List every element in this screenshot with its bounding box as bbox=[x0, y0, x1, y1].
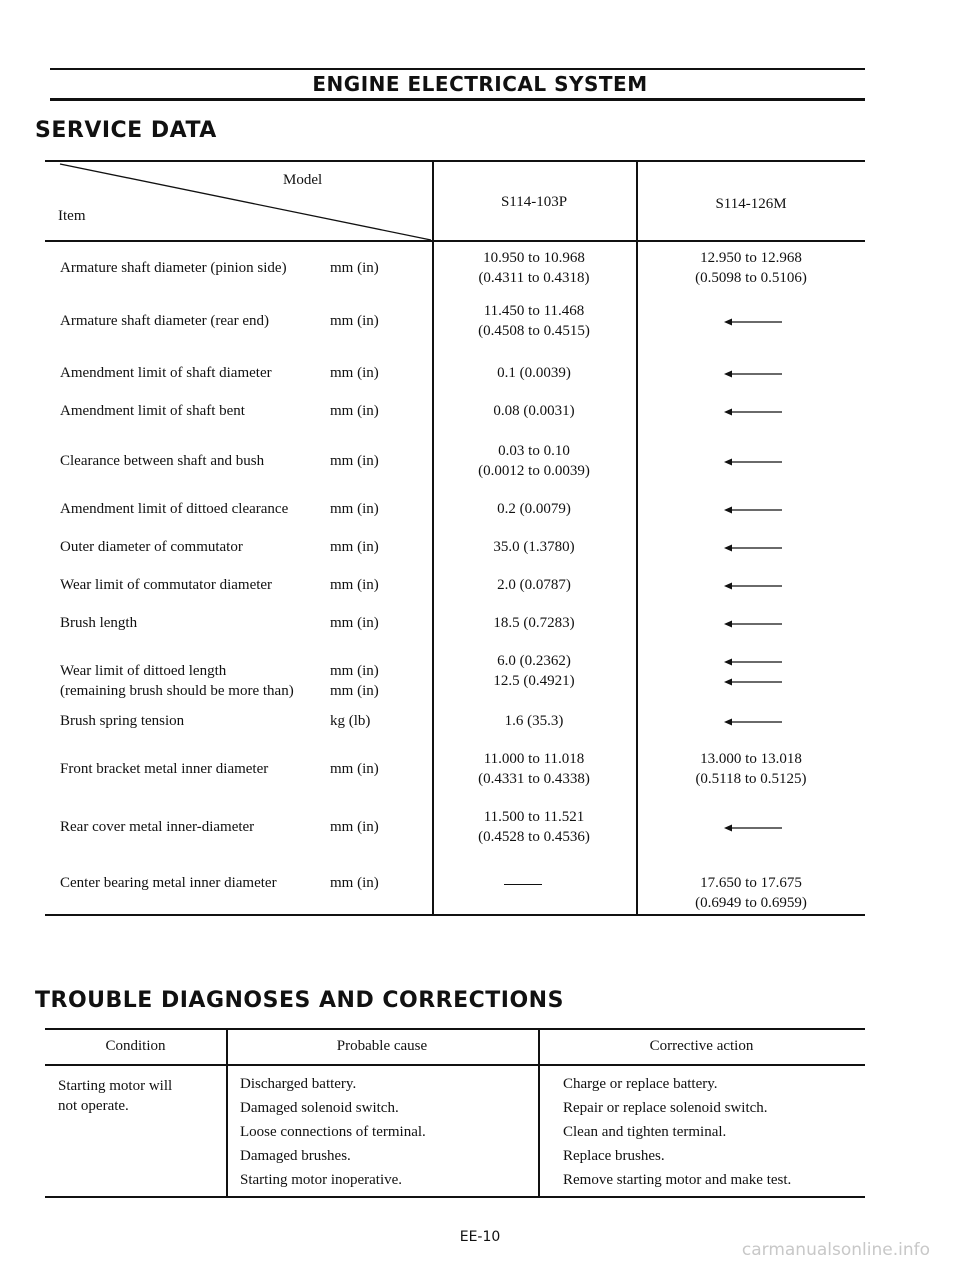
spec-item-label: Wear limit of commutator diameter bbox=[60, 577, 273, 593]
header-condition: Condition bbox=[105, 1038, 166, 1054]
probable-cause-item: Loose connections of terminal. bbox=[240, 1124, 426, 1140]
spec-value-s114-103p: 0.1 (0.0039) bbox=[497, 365, 571, 381]
probable-cause-item: Starting motor inoperative. bbox=[240, 1172, 403, 1188]
header-diagonal bbox=[45, 160, 433, 242]
page-header-title: ENGINE ELECTRICAL SYSTEM bbox=[312, 72, 648, 96]
spec-item-label: Amendment limit of shaft diameter bbox=[60, 365, 272, 381]
spec-item-label: Wear limit of dittoed length bbox=[60, 663, 227, 679]
spec-unit: mm (in) bbox=[330, 761, 379, 777]
ditto-arrow-icon bbox=[724, 407, 784, 417]
spec-value-s114-126m: 17.650 to 17.675 bbox=[700, 875, 802, 891]
spec-unit: kg (lb) bbox=[330, 713, 371, 729]
ditto-arrow-icon bbox=[724, 369, 784, 379]
spec-value-s114-103p: (0.4528 to 0.4536) bbox=[478, 829, 590, 845]
ditto-arrow-icon bbox=[724, 677, 784, 687]
spec-value-s114-103p: 1.6 (35.3) bbox=[504, 713, 564, 729]
corrective-action-item: Clean and tighten terminal. bbox=[563, 1124, 727, 1140]
spec-item-label: Brush length bbox=[60, 615, 138, 631]
service-data-title: SERVICE DATA bbox=[35, 118, 217, 143]
spec-value-s114-103p: 35.0 (1.3780) bbox=[493, 539, 575, 555]
table-bottom-rule bbox=[45, 914, 865, 916]
watermark: carmanualsonline.info bbox=[741, 1240, 930, 1260]
spec-value-s114-103p: (0.4311 to 0.4318) bbox=[478, 270, 590, 286]
spec-value-s114-126m: (0.5098 to 0.5106) bbox=[695, 270, 807, 286]
spec-unit: mm (in) bbox=[330, 365, 379, 381]
corrective-action-item: Replace brushes. bbox=[563, 1148, 665, 1164]
ditto-arrow-icon bbox=[724, 543, 784, 553]
spec-item-label: Brush spring tension bbox=[60, 713, 185, 729]
model-header-s114-103p: S114-103P bbox=[500, 194, 568, 210]
ditto-arrow-icon bbox=[724, 823, 784, 833]
ditto-arrow-icon bbox=[724, 619, 784, 629]
spec-value-s114-103p: 12.5 (0.4921) bbox=[493, 673, 575, 689]
spec-item-label: Rear cover metal inner-diameter bbox=[60, 819, 255, 835]
probable-cause-item: Discharged battery. bbox=[240, 1076, 357, 1092]
model-header-label: Model bbox=[283, 172, 323, 188]
item-header-label: Item bbox=[58, 208, 86, 224]
spec-unit: mm (in) bbox=[330, 403, 379, 419]
corrective-action-item: Repair or replace solenoid switch. bbox=[563, 1100, 768, 1116]
spec-value-s114-103p: 11.500 to 11.521 bbox=[483, 809, 585, 825]
header-rule-top bbox=[50, 68, 865, 70]
condition-line-1: Starting motor will bbox=[58, 1078, 173, 1094]
spec-unit: mm (in) bbox=[330, 501, 379, 517]
spec-unit: mm (in) bbox=[330, 819, 379, 835]
spec-value-s114-103p: 11.000 to 11.018 bbox=[483, 751, 585, 767]
spec-value-s114-103p: 2.0 (0.0787) bbox=[497, 577, 571, 593]
ditto-arrow-icon bbox=[724, 657, 784, 667]
spec-unit: mm (in) bbox=[330, 260, 379, 276]
spec-value-s114-126m: 13.000 to 13.018 bbox=[700, 751, 802, 767]
trouble-header-rule bbox=[45, 1064, 865, 1066]
spec-item-label: Armature shaft diameter (rear end) bbox=[60, 313, 270, 329]
spec-value-s114-103p: 18.5 (0.7283) bbox=[493, 615, 575, 631]
corrective-action-item: Remove starting motor and make test. bbox=[563, 1172, 792, 1188]
ditto-arrow-icon bbox=[724, 505, 784, 515]
header-probable-cause: Probable cause bbox=[336, 1038, 428, 1054]
not-applicable-dash bbox=[504, 884, 542, 885]
spec-value-s114-103p: (0.4331 to 0.4338) bbox=[478, 771, 590, 787]
corrective-action-item: Charge or replace battery. bbox=[563, 1076, 718, 1092]
spec-unit: mm (in) bbox=[330, 663, 379, 679]
spec-item-label: Outer diameter of commutator bbox=[60, 539, 243, 555]
spec-value-s114-103p: (0.4508 to 0.4515) bbox=[478, 323, 590, 339]
spec-value-s114-126m: (0.5118 to 0.5125) bbox=[695, 771, 807, 787]
spec-value-s114-126m: (0.6949 to 0.6959) bbox=[695, 895, 807, 911]
spec-item-label: (remaining brush should be more than) bbox=[60, 683, 294, 699]
spec-value-s114-103p: 0.08 (0.0031) bbox=[493, 403, 575, 419]
spec-unit: mm (in) bbox=[330, 875, 379, 891]
page-number: EE-10 bbox=[459, 1229, 501, 1245]
spec-value-s114-103p: 0.03 to 0.10 bbox=[498, 443, 570, 459]
ditto-arrow-icon bbox=[724, 457, 784, 467]
trouble-top-rule bbox=[45, 1028, 865, 1030]
condition-line-2: not operate. bbox=[58, 1098, 129, 1114]
header-rule-bottom bbox=[50, 98, 865, 101]
spec-unit: mm (in) bbox=[330, 683, 379, 699]
spec-item-label: Amendment limit of shaft bent bbox=[60, 403, 245, 419]
spec-unit: mm (in) bbox=[330, 615, 379, 631]
header-corrective-action: Corrective action bbox=[649, 1038, 754, 1054]
spec-value-s114-103p: 0.2 (0.0079) bbox=[497, 501, 571, 517]
spec-item-label: Amendment limit of dittoed clearance bbox=[60, 501, 289, 517]
probable-cause-item: Damaged solenoid switch. bbox=[240, 1100, 399, 1116]
ditto-arrow-icon bbox=[724, 717, 784, 727]
spec-value-s114-103p: (0.0012 to 0.0039) bbox=[478, 463, 590, 479]
spec-item-label: Clearance between shaft and bush bbox=[60, 453, 265, 469]
spec-unit: mm (in) bbox=[330, 313, 379, 329]
ditto-arrow-icon bbox=[724, 317, 784, 327]
spec-unit: mm (in) bbox=[330, 539, 379, 555]
spec-value-s114-103p: 11.450 to 11.468 bbox=[483, 303, 585, 319]
spec-unit: mm (in) bbox=[330, 577, 379, 593]
spec-unit: mm (in) bbox=[330, 453, 379, 469]
trouble-title: TROUBLE DIAGNOSES AND CORRECTIONS bbox=[35, 988, 564, 1013]
spec-item-label: Front bracket metal inner diameter bbox=[60, 761, 269, 777]
trouble-bottom-rule bbox=[45, 1196, 865, 1198]
spec-item-label: Armature shaft diameter (pinion side) bbox=[60, 260, 287, 276]
probable-cause-item: Damaged brushes. bbox=[240, 1148, 351, 1164]
model-header-s114-126m: S114-126M bbox=[715, 196, 787, 212]
ditto-arrow-icon bbox=[724, 581, 784, 591]
spec-value-s114-103p: 6.0 (0.2362) bbox=[497, 653, 571, 669]
spec-value-s114-103p: 10.950 to 10.968 bbox=[483, 250, 585, 266]
spec-item-label: Center bearing metal inner diameter bbox=[60, 875, 277, 891]
spec-value-s114-126m: 12.950 to 12.968 bbox=[700, 250, 802, 266]
